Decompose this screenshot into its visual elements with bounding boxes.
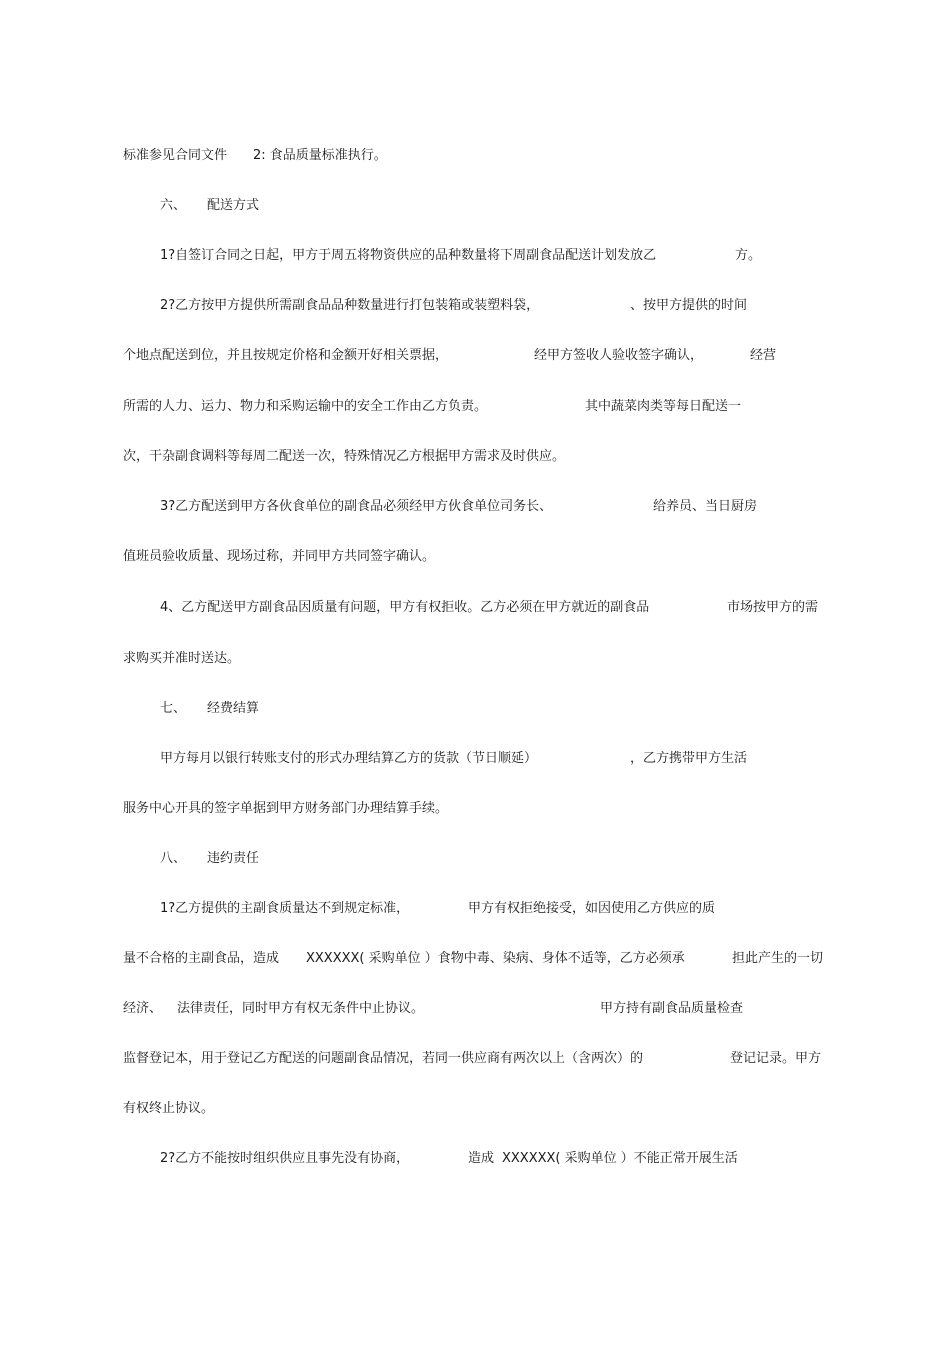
text-segment: 担此产生的一切	[732, 951, 824, 966]
text-segment: 有权终止协议。	[123, 1101, 215, 1116]
text-segment: 个地点配送到位，并且按规定价格和金额开好相关票据，	[123, 348, 449, 363]
text-segment: 登记记录。甲方	[730, 1051, 822, 1066]
text-segment: 次，干杂副食调料等每周二配送一次，特殊情况乙方根据甲方需求及时供应。	[123, 449, 566, 464]
text-segment: 市场按甲方的需	[727, 600, 819, 615]
text-segment: 甲方有权拒绝接受，如因使用乙方供应的质	[468, 901, 716, 916]
text-segment: 经济、	[123, 1001, 163, 1016]
text-segment: 方。	[735, 248, 762, 263]
text-segment: 其中蔬菜肉类等每日配送一	[585, 399, 742, 414]
text-segment: 法律责任，同时甲方有权无条件中止协议。	[177, 1001, 425, 1016]
text-segment: ，乙方携带甲方生活	[630, 751, 748, 766]
text-segment: 1?乙方提供的主副食质量达不到规定标准，	[160, 901, 410, 916]
text-segment: 甲方持有副食品质量检查	[600, 1001, 744, 1016]
section-title: 违约责任	[207, 851, 260, 866]
text-segment: XXXXXX( 采购单位 ）食物中毒、染病、身体不适等，乙方必须承	[306, 951, 685, 966]
text-segment: 2?乙方不能按时组织供应且事先没有协商，	[160, 1151, 410, 1166]
text-segment: 求购买并准时送达。	[123, 651, 241, 666]
text-segment: 1?自签订合同之日起，甲方于周五将物资供应的品种数量将下周副食品配送计划发放乙	[160, 248, 657, 263]
text-segment: 4、乙方配送甲方副食品因质量有问题，甲方有权拒收。乙方必须在甲方就近的副食品	[160, 600, 650, 615]
section-title: 配送方式	[207, 198, 260, 213]
section-title: 经费结算	[207, 701, 260, 716]
text-segment: 值班员验收质量、现场过称，并同甲方共同签字确认。	[123, 549, 436, 564]
text-segment: 经甲方签收人验收签字确认，	[534, 348, 704, 363]
section-number: 七、	[160, 701, 187, 716]
text-segment: 给养员、当日厨房	[653, 499, 758, 514]
text-segment: 3?乙方配送到甲方各伙食单位的副食品必须经甲方伙食单位司务长、	[160, 499, 553, 514]
text-segment: 甲方每月以银行转账支付的形式办理结算乙方的货款（节日顺延）	[160, 751, 538, 766]
section-number: 八、	[160, 851, 187, 866]
text-segment: 2?乙方按甲方提供所需副食品品种数量进行打包装箱或装塑料袋，	[160, 298, 540, 313]
text-segment: 造成	[468, 1151, 495, 1166]
text-segment: 量不合格的主副食品，造成	[123, 951, 280, 966]
text-segment: XXXXXX( 采购单位 ）不能正常开展生活	[502, 1151, 738, 1166]
section-number: 六、	[160, 198, 187, 213]
text-segment: 、按甲方提供的时间	[630, 298, 748, 313]
text-segment: 所需的人力、运力、物力和采购运输中的安全工作由乙方负责。	[123, 399, 488, 414]
text-segment: 2: 食品质量标准执行。	[253, 148, 387, 163]
text-segment: 服务中心开具的签字单据到甲方财务部门办理结算手续。	[123, 801, 449, 816]
text-segment: 监督登记本，用于登记乙方配送的问题副食品情况，若同一供应商有两次以上（含两次）的	[123, 1051, 644, 1066]
text-segment: 标准参见合同文件	[123, 148, 228, 163]
text-segment: 经营	[750, 348, 777, 363]
